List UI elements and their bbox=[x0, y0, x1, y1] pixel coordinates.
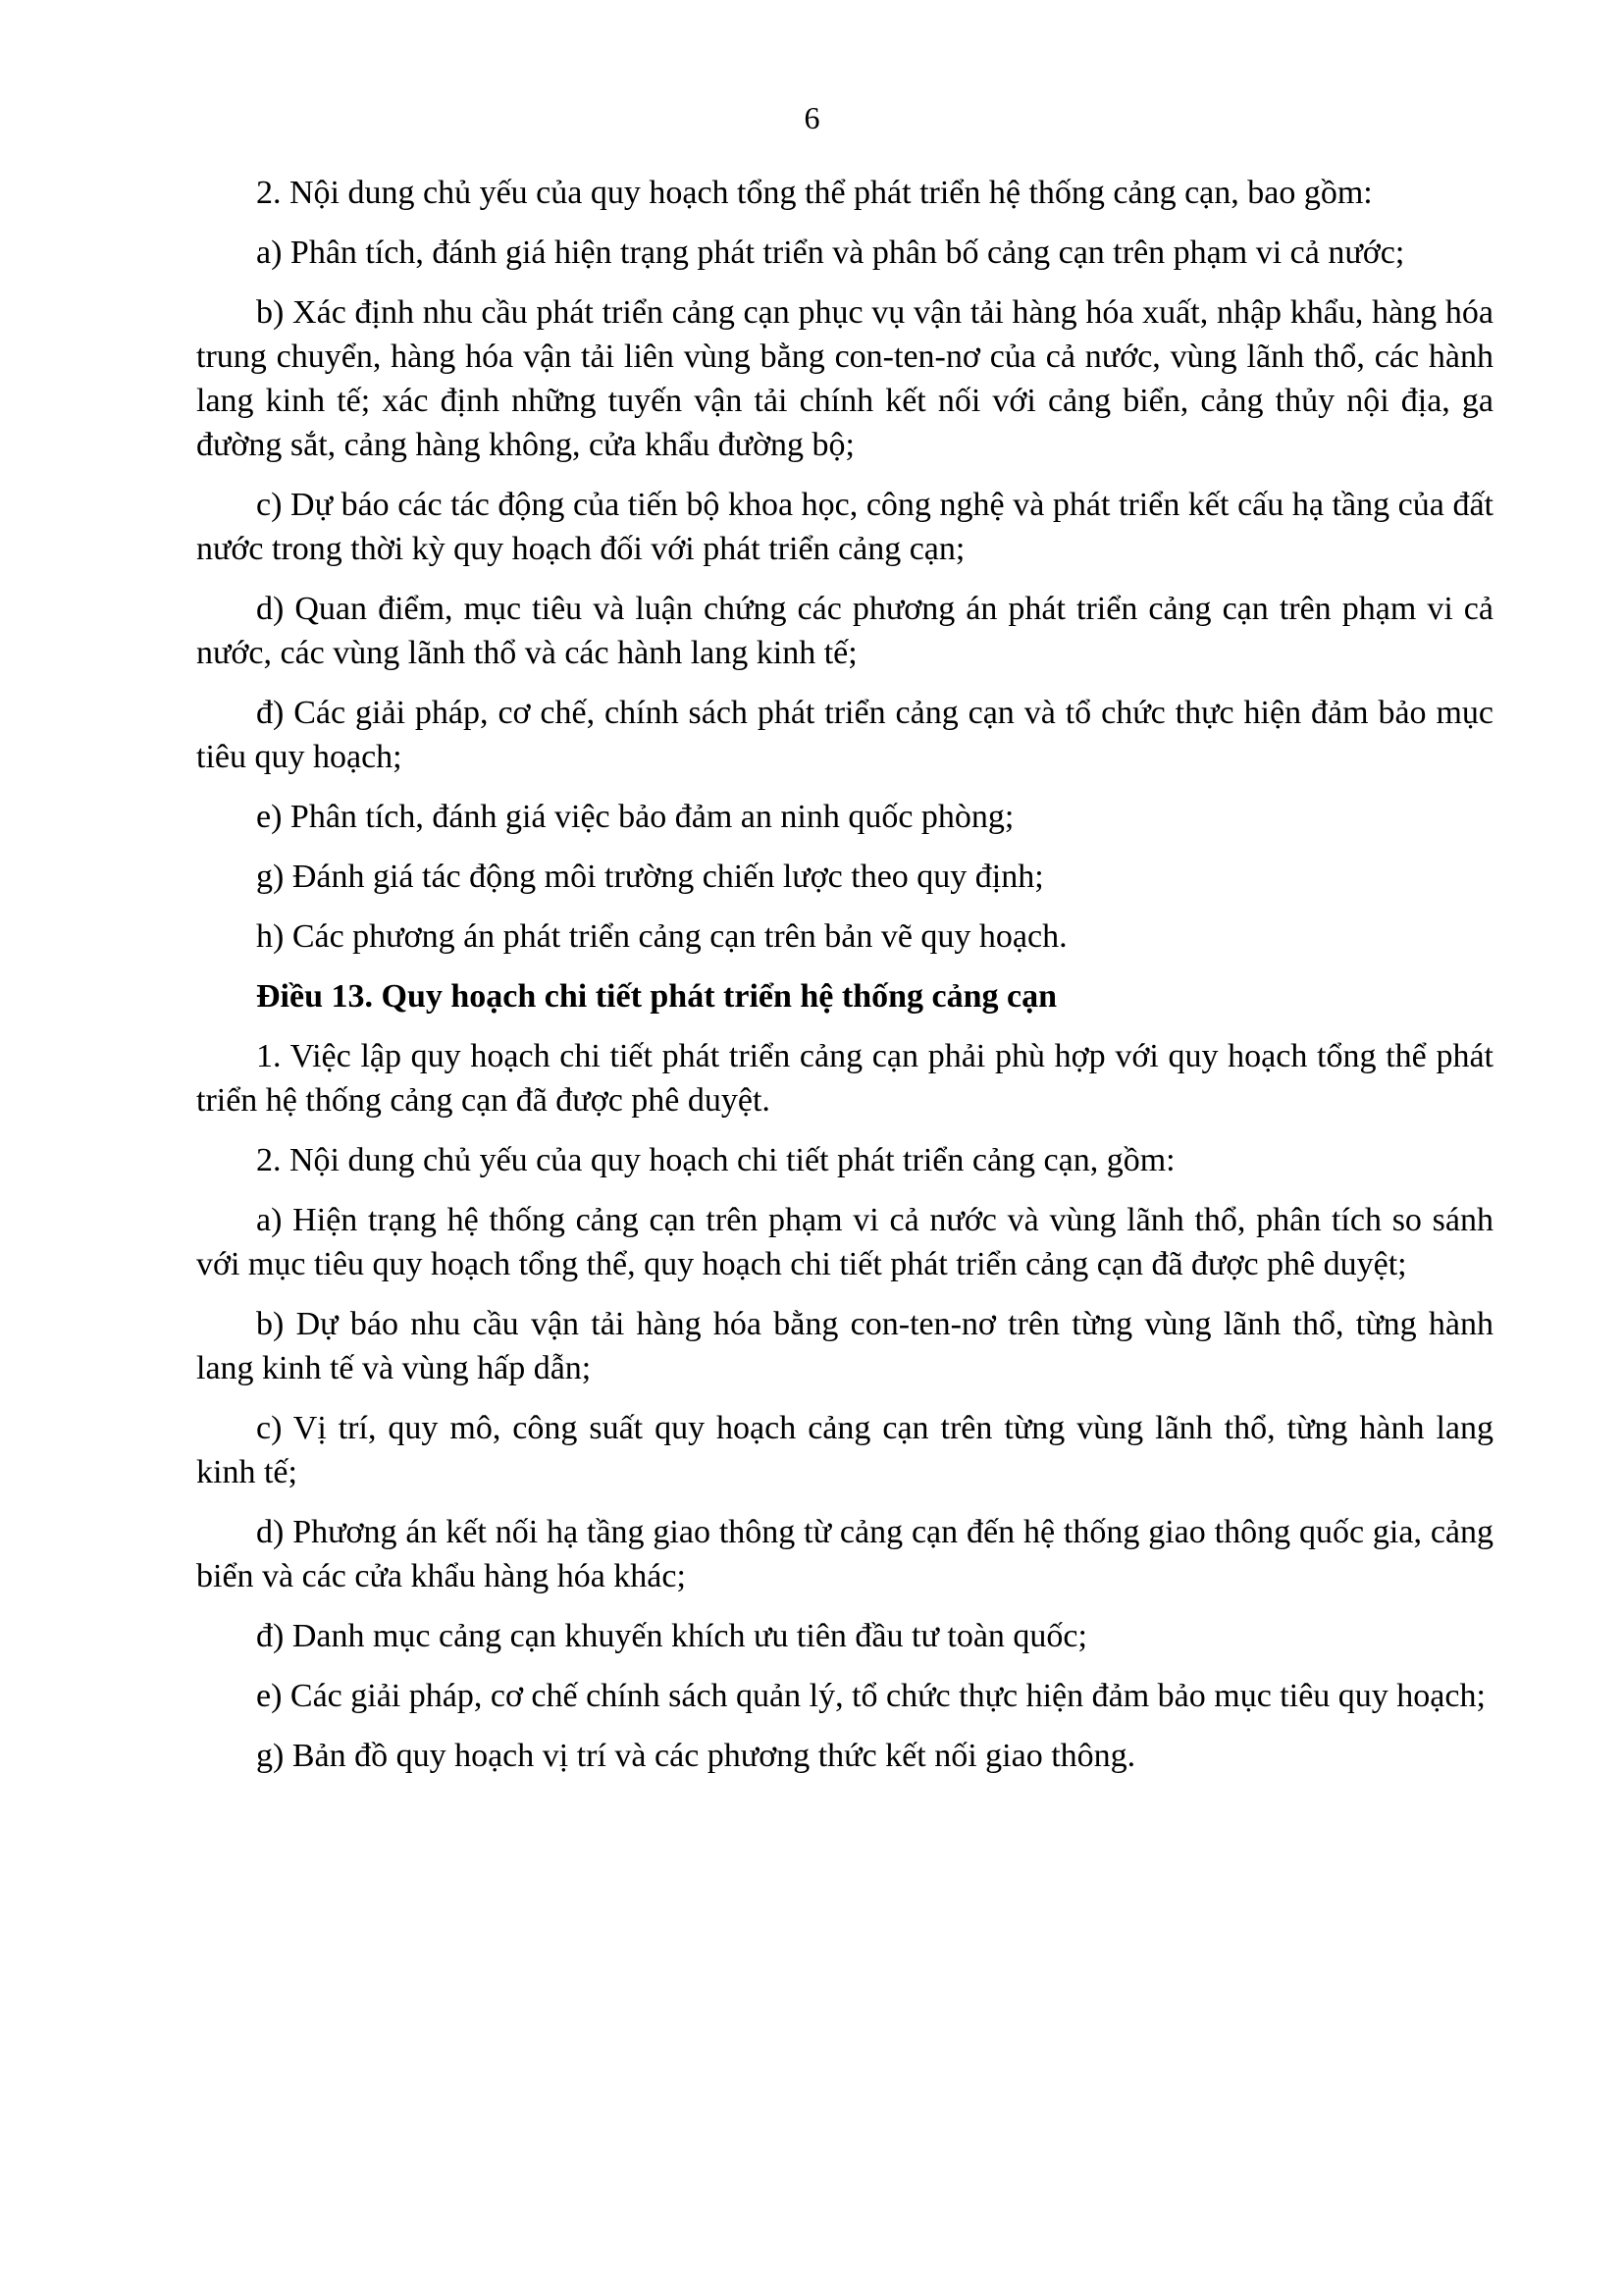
paragraph-1-detailed-planning: 1. Việc lập quy hoạch chi tiết phát triển cảng cạn phải phù hợp với quy hoạch tổng thể phát triển hệ thống cảng cạn đã được phê duyệt. bbox=[196, 1038, 1493, 1119]
item-d-viewpoint: d) Quan điểm, mục tiêu và luận chứng các phương án phát triển cảng cạn trên phạm vi cả nước, các vùng lãnh thổ và các hành lang kinh tế; bbox=[196, 591, 1493, 671]
item-e-management: e) Các giải pháp, cơ chế chính sách quản lý, tổ chức thực hiện đảm bảo mục tiêu quy hoạch; bbox=[256, 1678, 1486, 1714]
page-number: 6 bbox=[804, 100, 820, 135]
item-h-drawings: h) Các phương án phát triển cảng cạn trên bản vẽ quy hoạch. bbox=[256, 918, 1068, 955]
paragraph-2-content-overall: 2. Nội dung chủ yếu của quy hoạch tổng thể phát triển hệ thống cảng cạn, bao gồm: bbox=[256, 175, 1373, 211]
item-c-forecast: c) Dự báo các tác động của tiến bộ khoa học, công nghệ và phát triển kết cấu hạ tầng của đất nước trong thời kỳ quy hoạch đối với phát triển cảng cạn; bbox=[196, 487, 1493, 567]
item-b-demand: b) Xác định nhu cầu phát triển cảng cạn phục vụ vận tải hàng hóa xuất, nhập khẩu, hàng hóa trung chuyển, hàng hóa vận tải liên vùng bằng con-ten-nơ của cả nước, vùng lãnh thổ, các hành lang kinh tế; xác định những tuyến vận tải chính kết nối với cảng biển, cảng thủy nội địa, ga đường sắt, cảng hàng không, cửa khẩu đường bộ; bbox=[196, 294, 1493, 463]
item-a-current-state: a) Hiện trạng hệ thống cảng cạn trên phạm vi cả nước và vùng lãnh thổ, phân tích so sánh với mục tiêu quy hoạch tổng thể, quy hoạch chi tiết phát triển cảng cạn đã được phê duyệt; bbox=[196, 1202, 1493, 1282]
item-c-location-scale: c) Vị trí, quy mô, công suất quy hoạch cảng cạn trên từng vùng lãnh thổ, từng hành lang kinh tế; bbox=[196, 1410, 1493, 1490]
paragraph-2-content-detailed: 2. Nội dung chủ yếu của quy hoạch chi tiết phát triển cảng cạn, gồm: bbox=[256, 1142, 1176, 1178]
document-body bbox=[196, 171, 1493, 1794]
item-g-environment: g) Đánh giá tác động môi trường chiến lược theo quy định; bbox=[256, 859, 1044, 895]
item-dd-priority-list: đ) Danh mục cảng cạn khuyến khích ưu tiên đầu tư toàn quốc; bbox=[256, 1618, 1087, 1654]
item-e-security: e) Phân tích, đánh giá việc bảo đảm an ninh quốc phòng; bbox=[256, 799, 1015, 835]
item-g-map: g) Bản đồ quy hoạch vị trí và các phương thức kết nối giao thông. bbox=[256, 1738, 1136, 1774]
item-dd-solutions: đ) Các giải pháp, cơ chế, chính sách phát triển cảng cạn và tổ chức thực hiện đảm bảo mục tiêu quy hoạch; bbox=[196, 695, 1493, 775]
item-b-transport-forecast: b) Dự báo nhu cầu vận tải hàng hóa bằng con-ten-nơ trên từng vùng lãnh thổ, từng hành lang kinh tế và vùng hấp dẫn; bbox=[196, 1306, 1493, 1386]
item-d-connection: d) Phương án kết nối hạ tầng giao thông từ cảng cạn đến hệ thống giao thông quốc gia, cảng biển và các cửa khẩu hàng hóa khác; bbox=[196, 1514, 1493, 1594]
item-a-analysis: a) Phân tích, đánh giá hiện trạng phát triển và phân bố cảng cạn trên phạm vi cả nước; bbox=[256, 235, 1405, 271]
article-13-heading: Điều 13. Quy hoạch chi tiết phát triển hệ thống cảng cạn bbox=[256, 978, 1058, 1015]
